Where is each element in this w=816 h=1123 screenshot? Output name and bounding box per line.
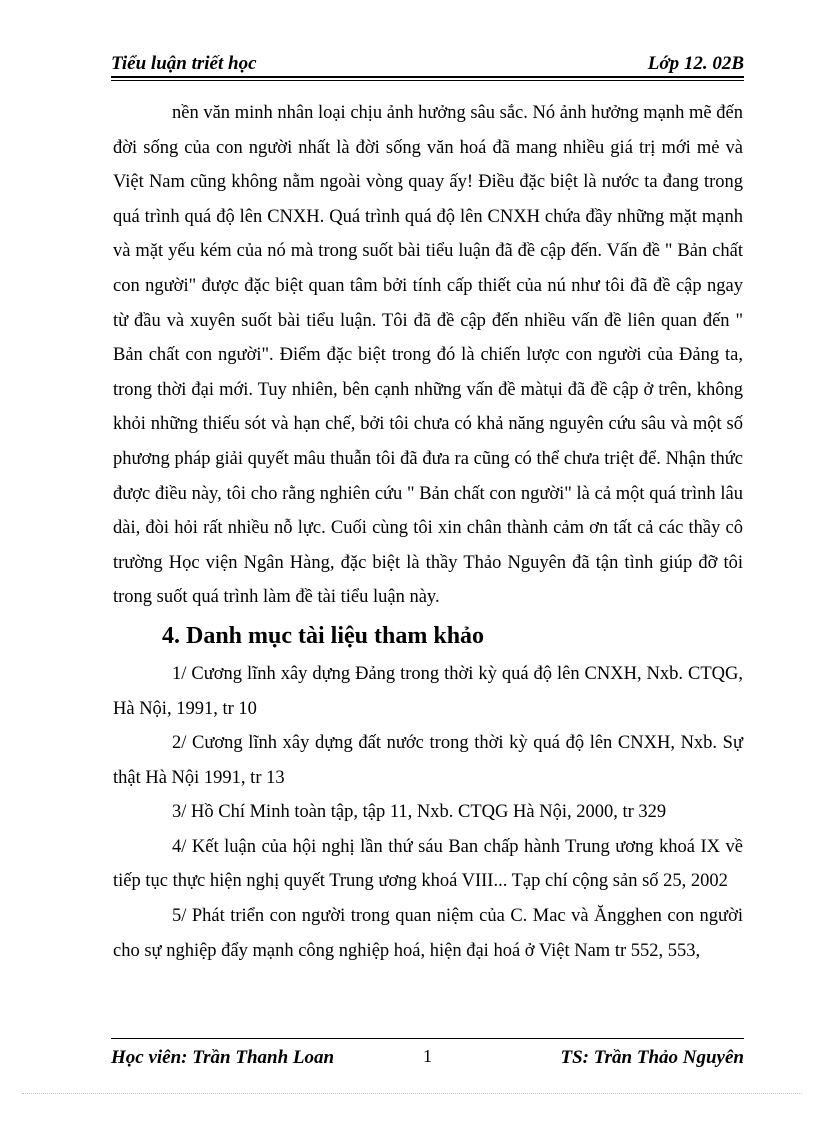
- page-number: 1: [423, 1046, 432, 1066]
- reference-item-5: 5/ Phát triển con người trong quan niệm của C. Mac và Ăngghen con người cho sự nghiệp đẩy mạnh công nghiệp hoá, hiện đại hoá ở Việt Nam tr 552, 553,: [113, 906, 743, 961]
- reference-item-2: 2/ Cương lĩnh xây dựng đất nước trong thời kỳ quá độ lên CNXH, Nxb. Sự thật Hà Nội 1991, tr 13: [113, 733, 743, 788]
- footer-dotted-line: [22, 1093, 802, 1094]
- section-heading: 4. Danh mục tài liệu tham khảo: [162, 622, 485, 649]
- footer-student: Học viên: Trần Thanh Loan: [111, 1047, 335, 1068]
- header-title: Tiểu luận triết học: [111, 53, 257, 74]
- footer-supervisor: TS: Trần Thảo Nguyên: [560, 1047, 744, 1068]
- header-divider: [111, 80, 744, 81]
- page-footer: [111, 1038, 744, 1079]
- page-header: [111, 50, 744, 78]
- body-paragraph: nền văn minh nhân loại chịu ảnh hưởng sâu sắc. Nó ảnh hưởng mạnh mẽ đến đời sống của con người nhất là đời sống văn hoá đã mang nhiều giá trị mới mẻ và Việt Nam cũng không nằm ngoài vòng quay ấy! Điều đặc biệt là nước ta đang trong quá trình quá độ lên CNXH. Quá trình quá độ lên CNXH chứa đầy những mặt mạnh và mặt yếu kém của nó mà trong suốt bài tiểu luận đã đề cập đến. Vấn đề " Bản chất con người" được đặc biệt quan tâm bởi tính cấp thiết của nú như tôi đã đề cập ngay từ đầu và xuyên suốt bài tiểu luận. Tôi đã đề cập đến nhiều vấn đề liên quan đến " Bản chất con người". Điểm đặc biệt trong đó là chiến lược con người của Đảng ta, trong thời đại mới. Tuy nhiên, bên cạnh những vấn đề màtụi đã đề cập ở trên, không khỏi những thiếu sót và hạn chế, bởi tôi chưa có khả năng nguyên cứu sâu và một số phương pháp giải quyết mâu thuẫn tôi đã đưa ra cũng có thể chưa triệt để. Nhận thức được điều này, tôi cho rằng nghiên cứu " Bản chất con người" là cả một quá trình lâu dài, đòi hỏi rất nhiều nỗ lực. Cuối cùng tôi xin chân thành cảm ơn tất cả các thầy cô trường Học viện Ngân Hàng, đặc biệt là thầy Thảo Nguyên đã tận tình giúp đỡ tôi trong suốt quá trình làm đề tài tiểu luận này.: [113, 103, 743, 608]
- reference-item-1: 1/ Cương lĩnh xây dựng Đảng trong thời kỳ quá độ lên CNXH, Nxb. CTQG, Hà Nội, 1991, tr 10: [113, 663, 743, 719]
- page-content: [113, 96, 743, 968]
- reference-item-3: 3/ Hồ Chí Minh toàn tập, tập 11, Nxb. CTQG Hà Nội, 2000, tr 329: [172, 802, 667, 823]
- reference-item-4: 4/ Kết luận của hội nghị lần thứ sáu Ban chấp hành Trung ương khoá IX về tiếp tục thực hiện nghị quyết Trung ương khoá VIII... Tạp chí cộng sản số 25, 2002: [113, 836, 743, 892]
- header-class: Lớp 12. 02B: [647, 53, 744, 74]
